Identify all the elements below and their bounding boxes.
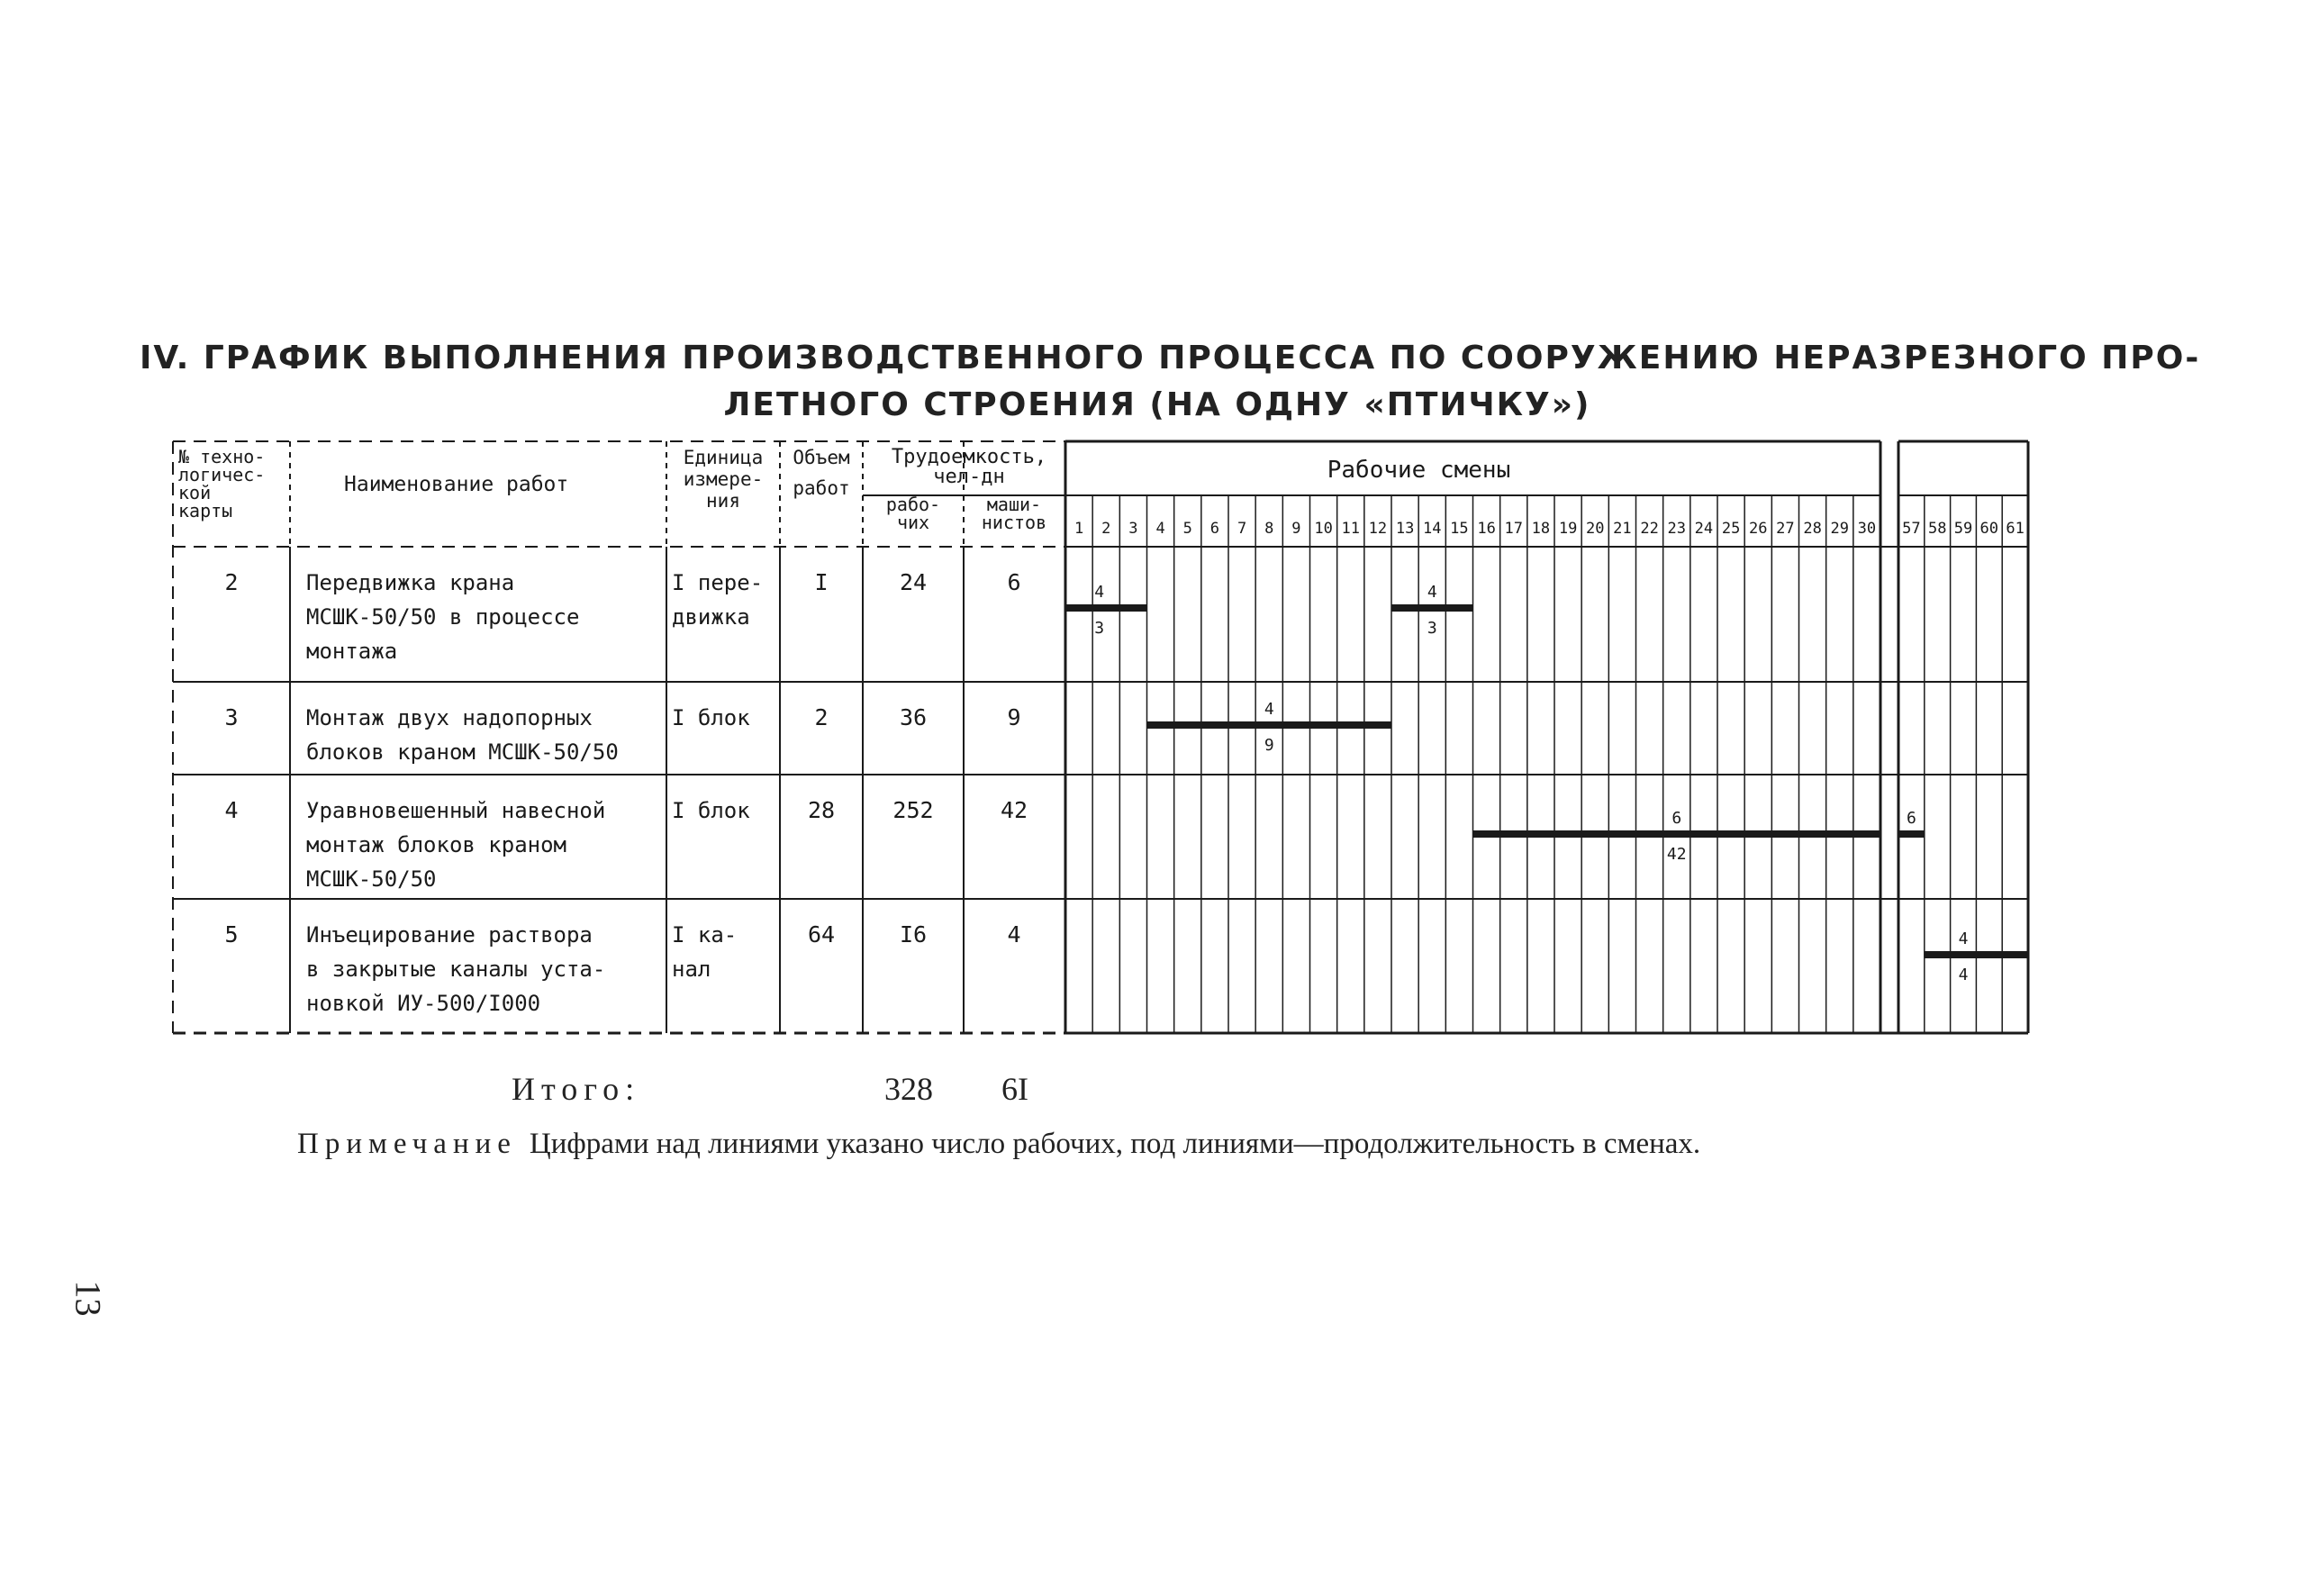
shift-number: 17: [1504, 520, 1523, 538]
shift-number: 12: [1368, 520, 1388, 538]
shift-number: 19: [1558, 520, 1578, 538]
shift-number: 7: [1237, 520, 1247, 538]
row-work-name: Передвижка крана: [306, 570, 515, 595]
row-work-name: блоков краном МСШК-50/50: [306, 739, 619, 765]
gantt-bar: [1473, 830, 1881, 838]
shift-number: 10: [1314, 520, 1333, 538]
gantt-bar: [1147, 721, 1392, 729]
bar-workers-label: 6: [1671, 809, 1682, 828]
row-work-name: Уравновешенный навесной: [306, 798, 606, 823]
shift-number: 58: [1927, 520, 1947, 538]
shift-number: 25: [1721, 520, 1741, 538]
totals-label: Итого:: [512, 1071, 641, 1107]
row-operators: 9: [1007, 704, 1021, 730]
shift-number: 18: [1531, 520, 1551, 538]
row-card-number: 4: [224, 797, 239, 823]
row-work-name: МСШК-50/50 в процессе: [306, 604, 580, 630]
header-card-no: № техно-: [178, 446, 266, 467]
shift-number: 20: [1586, 520, 1605, 538]
row-operators: 4: [1007, 921, 1021, 948]
header-operators: маши-: [986, 494, 1042, 515]
gantt-bar: [1065, 604, 1147, 612]
row-work-name: новкой ИУ-500/I000: [306, 991, 541, 1016]
header-workers: рабо-: [885, 494, 941, 515]
row-workers: 252: [892, 797, 934, 823]
shift-number: 23: [1667, 520, 1686, 538]
header-operators: нистов: [981, 512, 1047, 533]
shift-number: 30: [1857, 520, 1877, 538]
header-unit: Единица: [683, 447, 764, 468]
row-volume: I: [814, 569, 829, 595]
header-shifts: Рабочие смены: [1327, 457, 1511, 484]
header-card-no: карты: [178, 500, 233, 521]
bar-workers-label: 6: [1906, 809, 1916, 828]
row-workers: I6: [899, 921, 928, 948]
gantt-bar: [1925, 951, 2028, 958]
row-work-name: монтажа: [306, 639, 398, 664]
shift-number: 15: [1450, 520, 1469, 538]
bar-workers-label: 4: [1427, 583, 1437, 602]
row-operators: 6: [1007, 569, 1021, 595]
header-work-name: Наименование работ: [344, 473, 569, 496]
shift-number: 24: [1694, 520, 1714, 538]
row-unit: I ка-: [672, 922, 738, 948]
shift-number: 29: [1830, 520, 1849, 538]
row-card-number: 3: [224, 704, 239, 730]
row-work-name: МСШК-50/50: [306, 866, 437, 892]
header-volume: Объем: [793, 447, 850, 468]
title-line-1: IV. ГРАФИК ВЫПОЛНЕНИЯ ПРОИЗВОДСТВЕННОГО ПРОЦЕССА ПО СООРУЖЕНИЮ НЕРАЗРЕЗНОГО ПРО-: [140, 340, 2201, 376]
row-card-number: 5: [224, 921, 239, 948]
shift-number: 21: [1613, 520, 1632, 538]
bar-duration-label: 42: [1666, 845, 1687, 864]
header-volume: работ: [793, 477, 850, 499]
row-card-number: 2: [224, 569, 239, 595]
shift-number: 61: [2006, 520, 2025, 538]
header-card-no: кой: [178, 482, 212, 503]
shift-number: 3: [1128, 520, 1138, 538]
row-work-name: Монтаж двух надопорных: [306, 705, 593, 730]
row-workers: 36: [899, 704, 928, 730]
bar-workers-label: 4: [1094, 583, 1105, 602]
gantt-bar: [1391, 604, 1473, 612]
shift-number: 59: [1953, 520, 1973, 538]
bar-duration-label: 3: [1094, 619, 1105, 638]
row-volume: 28: [807, 797, 836, 823]
shift-number: 57: [1902, 520, 1921, 538]
footnote-lead: Примечание: [297, 1128, 517, 1160]
shift-number: 6: [1209, 520, 1220, 538]
row-volume: 64: [807, 921, 836, 948]
header-workers: чих: [896, 512, 930, 533]
shift-number: 26: [1749, 520, 1768, 538]
footnote: [297, 1128, 1700, 1161]
shift-number: 16: [1477, 520, 1496, 538]
row-unit: I блок: [672, 705, 750, 730]
row-work-name: Инъецирование раствора: [306, 922, 593, 948]
totals-workers: 328: [884, 1071, 933, 1107]
row-unit: I пере-: [672, 570, 764, 595]
row-unit: I блок: [672, 798, 750, 823]
shift-number: 11: [1341, 520, 1360, 538]
shift-number: 2: [1101, 520, 1111, 538]
totals-operators: 6I: [1001, 1071, 1028, 1107]
shift-number: 60: [1979, 520, 1999, 538]
shift-number: 22: [1640, 520, 1659, 538]
header-unit: измере-: [683, 468, 764, 490]
shift-number: 13: [1395, 520, 1415, 538]
shift-number: 27: [1776, 520, 1795, 538]
bar-duration-label: 4: [1958, 966, 1969, 984]
bar-duration-label: 3: [1427, 619, 1437, 638]
row-unit: движка: [672, 604, 750, 630]
row-volume: 2: [814, 704, 829, 730]
title-line-2: ЛЕТНОГО СТРОЕНИЯ (НА ОДНУ «ПТИЧКУ»): [723, 386, 1591, 423]
shift-number: 8: [1264, 520, 1274, 538]
shift-number: 28: [1803, 520, 1822, 538]
row-work-name: в закрытые каналы уста-: [306, 957, 606, 982]
shift-number: 1: [1073, 520, 1084, 538]
shift-number: 9: [1291, 520, 1301, 538]
page-number: 13: [68, 1280, 109, 1317]
gantt-bar: [1898, 830, 1925, 838]
header-unit: ния: [706, 490, 740, 512]
shift-number: 4: [1155, 520, 1165, 538]
bar-workers-label: 4: [1958, 929, 1969, 948]
footnote-text: Цифрами над линиями указано число рабочих, под линиями—продолжительность в сменах.: [529, 1128, 1701, 1160]
bar-duration-label: 9: [1264, 736, 1274, 755]
shift-number: 5: [1182, 520, 1192, 538]
shift-number: 14: [1423, 520, 1442, 538]
header-labor: Трудоемкость,: [891, 446, 1047, 468]
row-work-name: монтаж блоков краном: [306, 832, 566, 857]
row-unit: нал: [672, 957, 711, 982]
row-operators: 42: [1000, 797, 1028, 823]
header-card-no: логичес-: [178, 464, 266, 485]
header-labor: чел-дн: [933, 466, 1005, 488]
row-workers: 24: [899, 569, 928, 595]
bar-workers-label: 4: [1264, 700, 1274, 719]
